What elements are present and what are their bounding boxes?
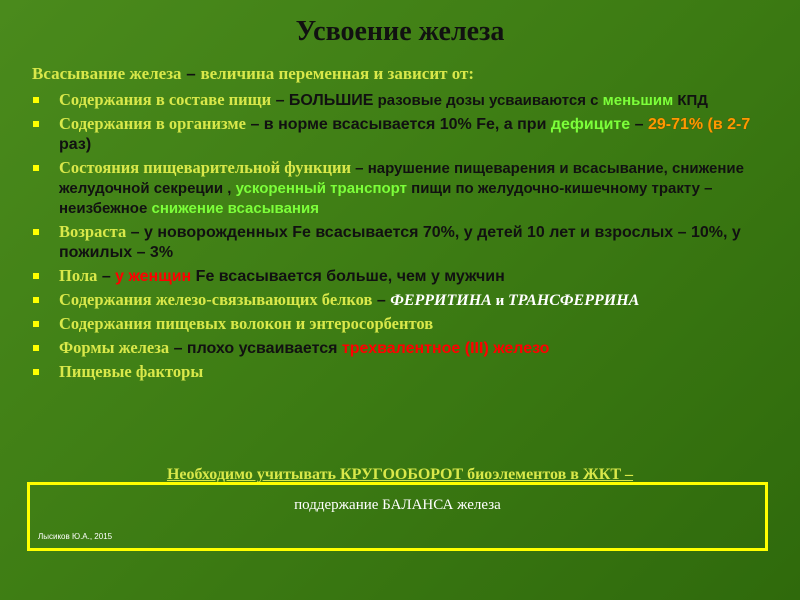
square-bullet-icon: [33, 229, 39, 235]
item-text: , у детей 10 лет и взрослых – 10%, у пожилых – 3%: [59, 224, 741, 261]
intro-predicate: величина переменная и зависит от:: [200, 64, 475, 83]
item-text: 70%: [422, 224, 455, 241]
highlight-text: трехвалентное (III) железо: [341, 340, 550, 357]
highlight-text: ФЕРРИТИНА: [390, 292, 492, 309]
list-item: [32, 266, 782, 287]
square-bullet-icon: [33, 369, 39, 375]
factors-list: [32, 90, 782, 386]
item-heading: Содержания в составе пищи: [59, 90, 272, 109]
author-credit: Лысиков Ю.А., 2015: [38, 532, 113, 541]
item-text: –: [97, 268, 116, 285]
list-item: [32, 362, 782, 383]
intro-subject: Всасывание железа: [32, 64, 182, 83]
item-text: раз): [59, 136, 92, 153]
highlight-text: меньшим: [602, 92, 674, 109]
square-bullet-icon: [33, 165, 39, 171]
item-text: разовые дозы усваиваются с: [373, 92, 603, 109]
item-heading: Формы железа: [59, 338, 170, 357]
list-item: [32, 222, 782, 263]
item-text: – у новорожденных Fe всасывается: [126, 224, 423, 241]
highlight-text: снижение всасывания: [151, 200, 319, 217]
square-bullet-icon: [33, 97, 39, 103]
intro-line: [32, 64, 474, 84]
item-text: – плохо усваивается: [169, 340, 342, 357]
item-heading: Пищевые факторы: [59, 362, 204, 381]
item-text: –: [630, 116, 648, 133]
square-bullet-icon: [33, 273, 39, 279]
item-text: – БОЛЬШИЕ: [271, 92, 374, 109]
list-item: [32, 290, 782, 311]
item-heading: Состояния пищеварительной функции: [59, 158, 352, 177]
list-item: [32, 90, 782, 111]
item-heading: Содержания железо-связывающих белков: [59, 290, 373, 309]
intro-separator: –: [181, 64, 201, 83]
highlight-text: ускоренный транспорт: [235, 180, 407, 197]
item-heading: Пола: [59, 266, 98, 285]
list-item: [32, 114, 782, 155]
footer-box: [27, 482, 768, 551]
highlight-text: у женщин: [115, 268, 192, 285]
footer-note: Необходимо учитывать КРУГООБОРОТ биоэлементов в ЖКТ –: [166, 466, 634, 483]
highlight-text: 29-71% (в 2-7: [647, 116, 751, 133]
list-item: [32, 338, 782, 359]
item-text: больше: [326, 268, 388, 285]
item-text: КПД: [673, 92, 708, 109]
item-text: Fe всасывается: [191, 268, 327, 285]
highlight-text: ТРАНСФЕРРИНА: [508, 292, 640, 309]
item-heading: Возраста: [59, 222, 127, 241]
list-item: [32, 314, 782, 335]
highlight-text: дефиците: [550, 116, 631, 133]
item-heading: Содержания пищевых волокон и энтеросорбентов: [59, 314, 434, 333]
square-bullet-icon: [33, 297, 39, 303]
item-text: – нарушение пищеварения и всасывание, снижение желудочной секреции ,: [59, 160, 744, 197]
item-text: , чем у мужчин: [387, 268, 505, 285]
item-text: пищи по желудочно-кишечному тракту – неизбежное: [59, 180, 713, 217]
square-bullet-icon: [33, 321, 39, 327]
square-bullet-icon: [33, 121, 39, 127]
slide-title: Усвоение железа: [295, 16, 505, 47]
item-text: и: [491, 293, 508, 309]
item-heading: Содержания в организме: [59, 114, 246, 133]
item-text: –: [372, 292, 391, 309]
footer-box-text: поддержание БАЛАНСА железа: [294, 497, 501, 513]
list-item: [32, 158, 782, 219]
square-bullet-icon: [33, 345, 39, 351]
item-text: – в норме всасывается 10% Fe, а при: [246, 116, 551, 133]
